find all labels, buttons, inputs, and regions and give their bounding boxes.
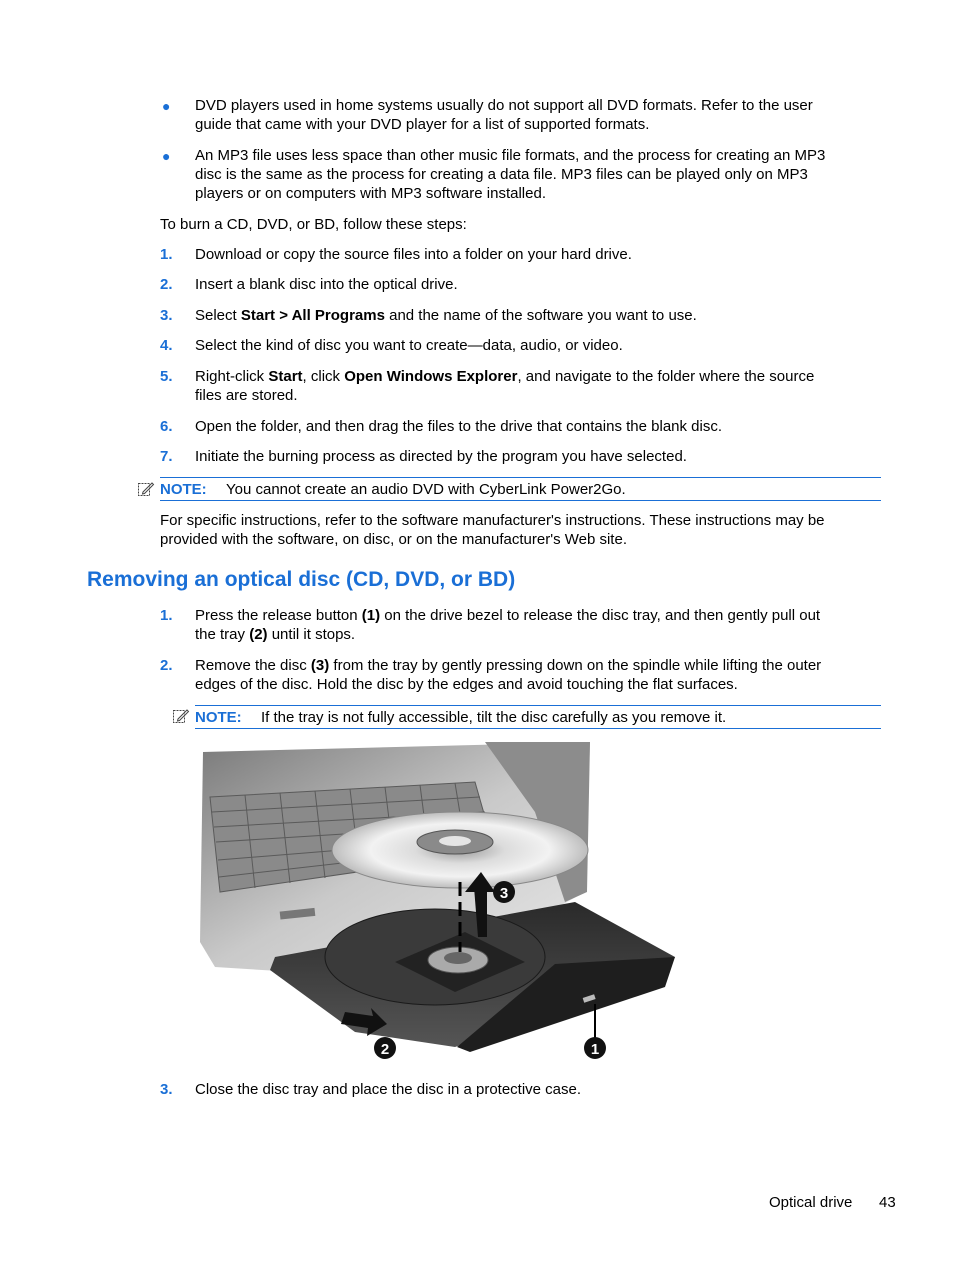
step-5-mid: , click [302, 368, 345, 385]
bullet-1-line2: guide that came with your DVD player for a list of supported formats. [195, 116, 650, 133]
bullet-2-line2: disc is the same as the process for creating a data file. MP3 files can be played only on MP3 [195, 166, 808, 183]
remove-step-2-pre: Remove the disc [195, 657, 311, 674]
bullet-2 [195, 146, 825, 203]
remove-step-1-l2post: until it stops. [267, 626, 356, 643]
step-1-text: Download or copy the source files into a folder on your hard drive. [195, 246, 632, 263]
section-heading: Removing an optical disc (CD, DVD, or BD) [87, 568, 516, 591]
bullet-2-line1: An MP3 file uses less space than other music file formats, and the process for creating an MP3 [195, 147, 826, 164]
step-number: 1. [160, 607, 173, 624]
remove-step-1-text [195, 606, 820, 644]
remove-step-3-text: Close the disc tray and place the disc in a protective case. [195, 1081, 582, 1098]
step-2-text: Insert a blank disc into the optical drive. [195, 276, 458, 293]
step-6-text: Open the folder, and then drag the files to the drive that contains the blank disc. [195, 418, 723, 435]
callout-2-label: 2 [380, 1041, 390, 1058]
note-text: If the tray is not fully accessible, tilt the disc carefully as you remove it. [261, 709, 727, 726]
remove-step-2-mid: from the tray by gently pressing down on the spindle while lifting the outer [329, 657, 822, 674]
note-text: You cannot create an audio DVD with CyberLink Power2Go. [226, 481, 626, 498]
step-5-text [195, 367, 814, 405]
bullet-1 [195, 96, 813, 134]
bullet-1-line1: DVD players used in home systems usually do not support all DVD formats. Refer to the user [195, 97, 813, 114]
note-pencil-icon [172, 707, 190, 725]
step-4-text: Select the kind of disc you want to create—data, audio, or video. [195, 337, 623, 354]
remove-step-1-pre: Press the release button [195, 607, 362, 624]
instructions-paragraph [160, 511, 825, 549]
callout-1-label: 1 [590, 1041, 600, 1058]
remove-step-1-b2: (2) [249, 626, 268, 643]
bullet-dot: ● [162, 148, 171, 164]
step-number: 2. [160, 276, 173, 293]
bullet-2-line3: players or on computers with MP3 software installed. [195, 185, 546, 202]
paragraph-line1: For specific instructions, refer to the software manufacturer's instructions. These instructions may be [160, 512, 825, 529]
step-number: 5. [160, 368, 173, 385]
step-number: 1. [160, 246, 173, 263]
step-5-post: , and navigate to the folder where the source [517, 368, 815, 385]
step-number: 6. [160, 418, 173, 435]
remove-step-1-mid: on the drive bezel to release the disc tray, and then gently pull out [380, 607, 821, 624]
step-number: 7. [160, 448, 173, 465]
bullet-dot: ● [162, 98, 171, 114]
callout-3-label: 3 [499, 885, 509, 902]
note-box [195, 705, 881, 729]
intro-text: To burn a CD, DVD, or BD, follow these steps: [160, 216, 467, 233]
step-5-bold2: Open Windows Explorer [344, 368, 518, 385]
step-7-text: Initiate the burning process as directed by the program you have selected. [195, 448, 687, 465]
remove-step-1-l2pre: the tray [195, 626, 250, 643]
remove-step-2-b1: (3) [310, 657, 330, 674]
note-pencil-icon [137, 480, 155, 498]
step-number: 3. [160, 1081, 173, 1098]
disc-hole [439, 836, 471, 846]
step-3-bold: Start > All Programs [240, 307, 385, 324]
remove-step-2-line2: edges of the disc. Hold the disc by the edges and avoid touching the flat surfaces. [195, 676, 738, 693]
paragraph-line2: provided with the software, on disc, or on the manufacturer's Web site. [160, 531, 627, 548]
footer-section: Optical drive [769, 1194, 853, 1211]
step-5-line2: files are stored. [195, 387, 298, 404]
note-label: NOTE: [160, 481, 207, 498]
step-3-text [195, 306, 697, 325]
step-3-pre: Select [195, 307, 241, 324]
optical-drive-illustration [195, 742, 685, 1064]
spindle-center [444, 952, 472, 964]
step-5-pre: Right-click [195, 368, 269, 385]
remove-step-1-b1: (1) [361, 607, 381, 624]
step-number: 4. [160, 337, 173, 354]
step-3-post: and the name of the software you want to use. [384, 307, 697, 324]
step-number: 3. [160, 307, 173, 324]
step-5-bold1: Start [268, 368, 303, 385]
note-label: NOTE: [195, 709, 242, 726]
step-number: 2. [160, 657, 173, 674]
remove-step-2-text [195, 656, 821, 694]
note-box [160, 477, 881, 501]
footer-page-number: 43 [879, 1194, 896, 1211]
